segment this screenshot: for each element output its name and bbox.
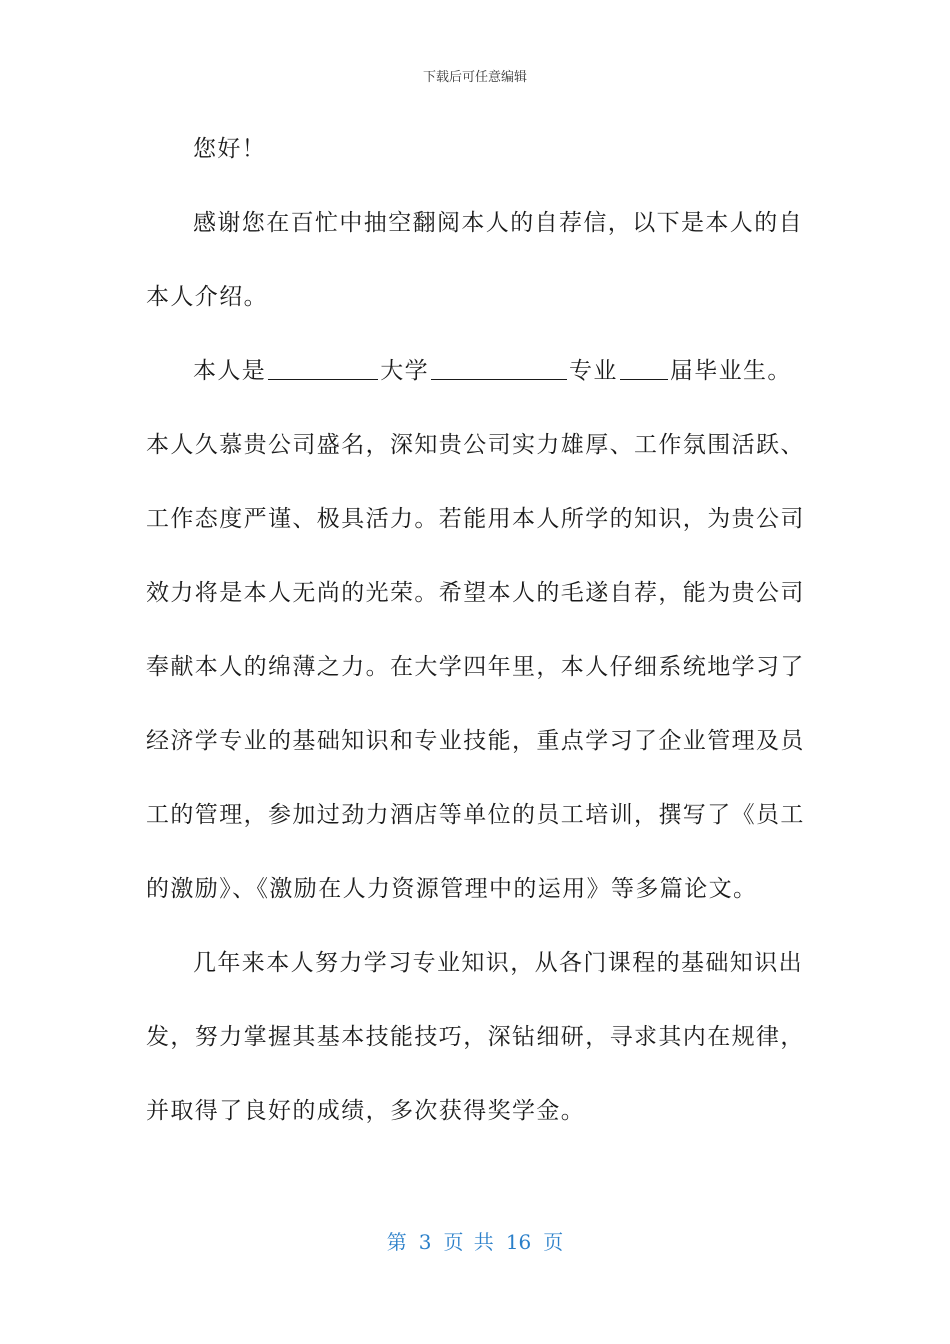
paragraph-2-line-6: 经济学专业的基础知识和专业技能，重点学习了企业管理及员 <box>146 728 805 754</box>
paragraph-2-line-3: 工作态度严谨、极具活力。若能用本人所学的知识，为贵公司 <box>146 506 805 532</box>
footer-prefix: 第 <box>386 1230 407 1254</box>
paragraph-3-line-1: 几年来本人努力学习专业知识，从各门课程的基础知识出 <box>193 950 803 976</box>
total-pages-number: 16 <box>505 1230 532 1254</box>
paragraph-2-line-7: 工的管理，参加过劲力酒店等单位的员工培训，撰写了《员工 <box>146 802 805 828</box>
page-footer <box>0 1226 950 1255</box>
footer-suffix: 页 <box>543 1230 564 1254</box>
paragraph-3-line-3: 并取得了良好的成绩，多次获得奖学金。 <box>146 1098 586 1124</box>
paragraph-2-line-8: 的激励》、《激励在人力资源管理中的运用》等多篇论文。 <box>146 876 758 902</box>
current-page-number: 3 <box>418 1230 432 1254</box>
graduation-year-blank <box>620 359 668 380</box>
text-segment: 届毕业生。 <box>669 358 792 384</box>
letter-body <box>146 112 805 1148</box>
text-segment: 大学 <box>380 358 430 384</box>
paragraph-2-line-4: 效力将是本人无尚的光荣。希望本人的毛遂自荐，能为贵公司 <box>146 580 805 606</box>
paragraph-2-line-2: 本人久慕贵公司盛名，深知贵公司实力雄厚、工作氛围活跃、 <box>146 432 805 458</box>
university-blank <box>268 359 378 380</box>
paragraph-2-line-1 <box>146 334 796 408</box>
page-header: 下载后可任意编辑 <box>422 70 527 85</box>
greeting-line: 您好！ <box>193 136 267 162</box>
major-blank <box>431 359 567 380</box>
text-segment: 本人是 <box>193 358 267 384</box>
text-segment: 专业 <box>569 358 618 384</box>
paragraph-3-line-2: 发，努力掌握其基本技能技巧，深钻细研，寻求其内在规律， <box>146 1024 805 1050</box>
paragraph-1-line-2: 本人介绍。 <box>146 284 268 310</box>
paragraph-1-line-1: 感谢您在百忙中抽空翻阅本人的自荐信，以下是本人的自 <box>193 210 803 236</box>
paragraph-2-line-5: 奉献本人的绵薄之力。在大学四年里，本人仔细系统地学习了 <box>146 654 805 680</box>
footer-middle: 页 共 <box>443 1230 494 1254</box>
